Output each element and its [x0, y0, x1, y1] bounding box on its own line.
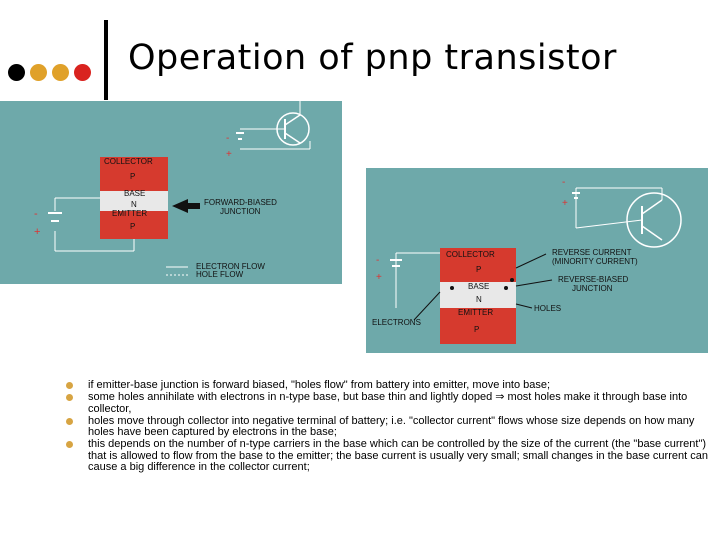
bullet-text: this depends on the number of n-type carriers in the base which can be controlled by the size of the current (the "base current") that is allowed to flow from the base to the emitter; the base current is usually very small; small changes in the base current can cause a big difference in the collector current;: [88, 438, 708, 473]
bullet-icon: [66, 418, 73, 425]
bullet-icon: [66, 382, 73, 389]
right-base-label: BASE: [468, 282, 490, 291]
battery-minus-top: -: [226, 133, 230, 144]
reverse-current-label: REVERSE CURRENT: [552, 248, 632, 257]
black-dot: [8, 64, 25, 81]
right-collector-type: P: [476, 265, 482, 274]
reverse-biased-label: REVERSE-BIASED: [558, 275, 629, 284]
bullet-text: some holes annihilate with electrons in n-type base, but base thin and lightly doped ⇒ most holes make it through base into collector,: [88, 391, 688, 415]
legend-hole-flow: HOLE FLOW: [196, 270, 244, 279]
bullet-icon: [66, 394, 73, 401]
holes-label: HOLES: [534, 304, 562, 313]
junction-label: JUNCTION: [220, 207, 261, 216]
bullet-list: [66, 380, 716, 474]
right-emitter-type: P: [474, 325, 480, 334]
battery-plus-left: +: [34, 226, 41, 238]
right-base-type: N: [476, 295, 482, 304]
orange-dot-1: [30, 64, 47, 81]
bullet-text: if emitter-base junction is forward biased, "holes flow" from battery into emitter, move into base;: [88, 379, 551, 391]
bullet-item: [66, 392, 716, 415]
bullet-icon: [66, 441, 73, 448]
minority-current-label: (MINORITY CURRENT): [552, 257, 638, 266]
reverse-junction-label: JUNCTION: [572, 284, 613, 293]
right-collector-label: COLLECTOR: [446, 250, 495, 259]
bullet-item: [66, 380, 716, 392]
battery-minus-left: -: [34, 208, 38, 220]
page-title: Operation of pnp transistor: [128, 38, 617, 78]
electrons-label: ELECTRONS: [372, 318, 421, 327]
battery-plus-top: +: [226, 149, 232, 160]
title-divider: [104, 20, 108, 100]
orange-dot-2: [52, 64, 69, 81]
bullet-text: holes move through collector into negative terminal of battery; i.e. "collector current" flows whose size depends on how many holes have been captured by electrons in the base;: [88, 414, 695, 438]
forward-biased-label: FORWARD-BIASED: [204, 198, 277, 207]
battery-minus-top-right: -: [562, 177, 566, 188]
left-emitter-type: P: [130, 222, 136, 231]
left-collector-type: P: [130, 172, 136, 181]
left-base-type: N: [131, 200, 137, 209]
right-emitter-label: EMITTER: [458, 308, 494, 317]
battery-plus-top-right: +: [562, 198, 568, 209]
left-emitter-label: EMITTER: [112, 209, 148, 218]
left-base-label: BASE: [124, 189, 146, 198]
red-dot: [74, 64, 91, 81]
title-decoration: [8, 64, 98, 84]
battery-minus-left-right: -: [376, 255, 380, 266]
reverse-biased-diagram: [366, 168, 708, 353]
legend-electron-flow: ELECTRON FLOW: [196, 262, 265, 271]
bullet-item: [66, 439, 716, 474]
left-collector-label: COLLECTOR: [104, 157, 153, 166]
forward-biased-diagram: [0, 101, 342, 284]
bullet-item: [66, 416, 716, 439]
battery-plus-left-right: +: [376, 272, 382, 283]
